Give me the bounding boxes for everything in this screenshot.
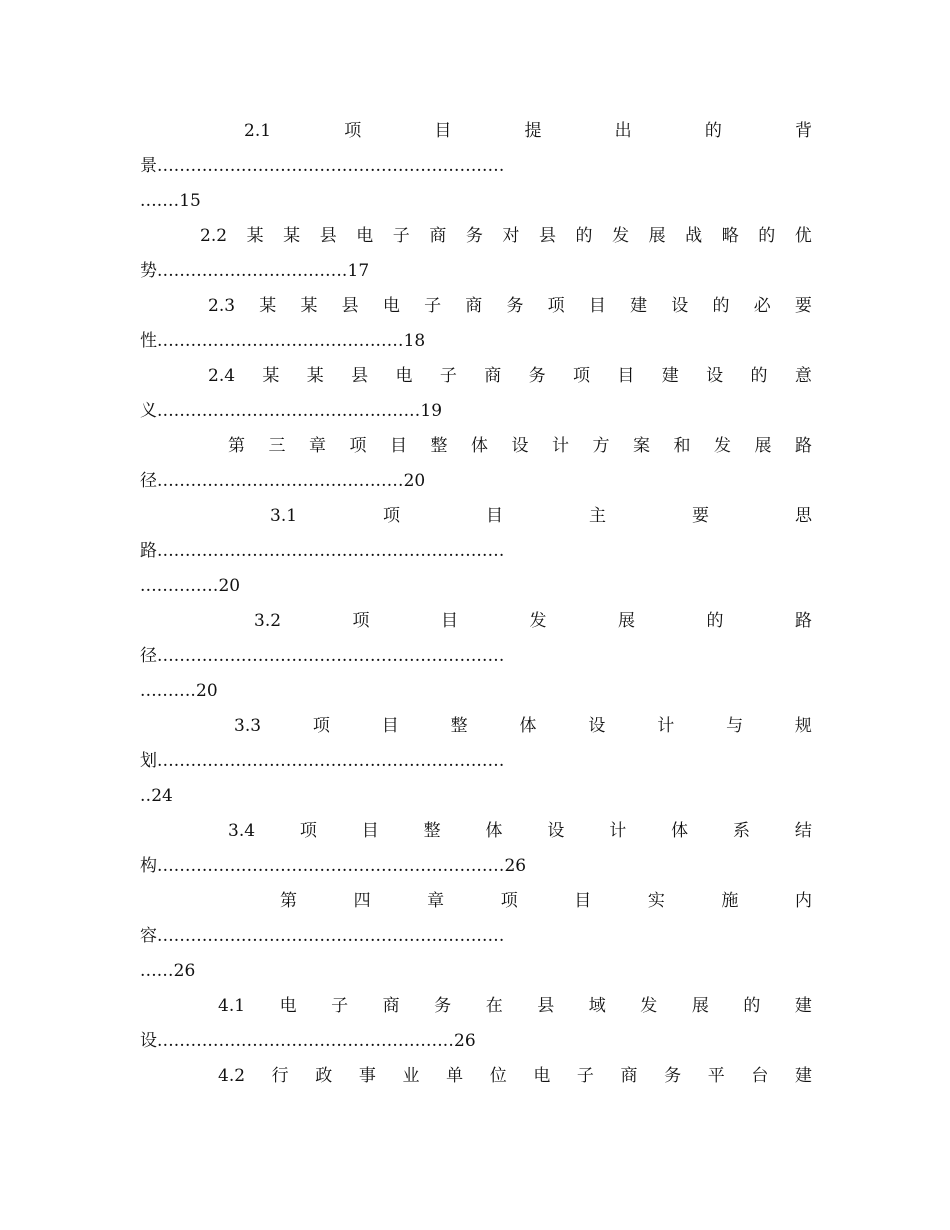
toc-token: 位 (489, 1066, 507, 1086)
toc-token: 章 (427, 891, 445, 911)
toc-page-number: 18 (403, 331, 426, 351)
toc-token: 发 (529, 611, 547, 631)
toc-entry-heading (140, 814, 812, 849)
toc-token: 目 (486, 506, 504, 526)
toc-heading-tail: 设 (140, 1031, 157, 1051)
toc-token: 3.2 (254, 611, 282, 631)
toc-token: 四 (353, 891, 371, 911)
toc-token: 的 (706, 611, 724, 631)
toc-token: 体 (519, 716, 537, 736)
toc-token: 子 (576, 1066, 594, 1086)
toc-token: 县 (341, 296, 359, 316)
toc-page-number: 26 (173, 961, 196, 981)
toc-leader-line (140, 324, 812, 359)
toc-token: 建 (794, 996, 812, 1016)
toc-page-number: 19 (420, 401, 443, 421)
toc-token: 2.2 (200, 226, 228, 246)
toc-heading-tail: 构 (140, 856, 157, 876)
toc-token: 的 (575, 226, 593, 246)
toc-token: 规 (794, 716, 812, 736)
toc-leader-dots: .............................................................. (157, 156, 505, 176)
toc-token: 展 (754, 436, 772, 456)
toc-leader-line (140, 1024, 812, 1059)
toc-leader-line (140, 744, 812, 779)
toc-token: 设 (547, 821, 565, 841)
toc-token: 务 (664, 1066, 682, 1086)
toc-entry-heading (140, 1059, 812, 1094)
toc-token: 主 (589, 506, 606, 526)
toc-entry-2-1[interactable] (140, 114, 812, 219)
toc-leader-dots: ...... (140, 961, 174, 981)
toc-entry-2-4[interactable] (140, 359, 812, 429)
toc-token: 设 (671, 296, 689, 316)
toc-leader-line (140, 464, 812, 499)
toc-token: 发 (612, 226, 630, 246)
toc-token: 项 (312, 716, 330, 736)
toc-token: 施 (721, 891, 739, 911)
toc-token: 电 (356, 226, 374, 246)
toc-leader-dots: .......... (140, 681, 197, 701)
toc-entry-heading (140, 989, 812, 1024)
toc-entry-heading (140, 709, 812, 744)
toc-token: 电 (395, 366, 413, 386)
toc-token: 方 (592, 436, 610, 456)
toc-token: 的 (743, 996, 761, 1016)
toc-token: 计 (657, 716, 675, 736)
toc-token: 路 (794, 611, 812, 631)
toc-token: 优 (794, 226, 812, 246)
toc-token: 整 (450, 716, 468, 736)
toc-entry-heading (140, 884, 812, 919)
toc-token: 略 (721, 226, 739, 246)
toc-leader-dots: ..................................................... (157, 1031, 455, 1051)
toc-entry-heading (140, 429, 812, 464)
toc-token: 背 (794, 121, 812, 141)
toc-token: 体 (671, 821, 689, 841)
toc-page-number: 20 (218, 576, 241, 596)
toc-token: 目 (361, 821, 379, 841)
toc-token: 目 (588, 296, 606, 316)
toc-entry-3-4[interactable] (140, 814, 812, 884)
toc-entry-ch3[interactable] (140, 429, 812, 499)
toc-token: 电 (382, 296, 400, 316)
toc-token: 目 (381, 716, 399, 736)
toc-leader-dots: .............................................................. (157, 751, 505, 771)
toc-leader-line (140, 639, 812, 674)
toc-token: 体 (485, 821, 503, 841)
toc-token: 战 (685, 226, 703, 246)
toc-token: 要 (691, 506, 709, 526)
toc-heading-tail: 路 (140, 541, 157, 561)
toc-token: 出 (614, 121, 632, 141)
toc-token: 意 (794, 366, 812, 386)
toc-entry-heading (140, 114, 812, 149)
toc-token: 商 (484, 366, 502, 386)
toc-entry-heading (140, 219, 812, 254)
toc-token: 发 (714, 436, 731, 456)
toc-token: 设 (588, 716, 606, 736)
toc-token: 建 (630, 296, 648, 316)
toc-token: 务 (465, 226, 483, 246)
toc-entry-3-3[interactable] (140, 709, 812, 814)
toc-token: 务 (434, 996, 452, 1016)
toc-token: 4.2 (218, 1066, 246, 1086)
toc-token: 体 (471, 436, 488, 456)
toc-leader-dots: .............. (140, 576, 219, 596)
toc-token: 目 (441, 611, 459, 631)
toc-token: 政 (315, 1066, 333, 1086)
toc-heading-tail: 径 (140, 471, 157, 491)
toc-leader-line (140, 534, 812, 569)
toc-leader-dots: ............................................ (157, 331, 404, 351)
toc-token: 设 (706, 366, 724, 386)
toc-token: 整 (430, 436, 448, 456)
toc-token: 域 (588, 996, 606, 1016)
toc-leader-dots: .............................................................. (157, 856, 505, 876)
toc-token: 的 (750, 366, 768, 386)
toc-token: 2.1 (244, 121, 272, 141)
table-of-contents (140, 114, 812, 1094)
toc-leader-line-continued (140, 954, 812, 989)
toc-leader-dots: ............................................... (157, 401, 421, 421)
toc-token: 设 (511, 436, 529, 456)
toc-leader-line-continued (140, 184, 812, 219)
toc-heading-tail: 性 (140, 331, 157, 351)
toc-token: 项 (299, 821, 317, 841)
toc-token: 项 (344, 121, 362, 141)
toc-leader-dots: ....... (140, 191, 180, 211)
toc-leader-line (140, 394, 812, 429)
toc-leader-line-continued (140, 779, 812, 814)
toc-page-number: 20 (196, 681, 218, 701)
toc-token: 目 (617, 366, 635, 386)
toc-token: 三 (268, 436, 286, 456)
toc-page-number: 26 (454, 1031, 476, 1051)
toc-entry-heading (140, 499, 812, 534)
toc-leader-line (140, 149, 812, 184)
toc-heading-tail: 径 (140, 646, 157, 666)
toc-token: 项 (573, 366, 591, 386)
toc-token: 系 (733, 821, 751, 841)
toc-token: 项 (383, 506, 401, 526)
toc-token: 商 (429, 226, 447, 246)
toc-token: 建 (661, 366, 679, 386)
toc-token: 台 (751, 1066, 769, 1086)
toc-page-number: 17 (347, 261, 370, 281)
toc-entry-3-1[interactable] (140, 499, 812, 604)
toc-token: 业 (402, 1066, 420, 1086)
toc-leader-line-continued (140, 674, 812, 709)
toc-page-number: 24 (151, 786, 173, 806)
toc-token: 务 (528, 366, 546, 386)
toc-heading-tail: 划 (140, 751, 157, 771)
toc-token: 务 (506, 296, 524, 316)
toc-token: 与 (726, 716, 744, 736)
toc-token: 电 (533, 1066, 551, 1086)
toc-leader-line (140, 254, 812, 289)
toc-token: 第 (280, 891, 297, 911)
toc-token: 事 (358, 1066, 376, 1086)
toc-token: 某 (300, 296, 318, 316)
toc-token: 展 (617, 611, 635, 631)
toc-token: 建 (794, 1066, 812, 1086)
toc-entry-heading (140, 359, 812, 394)
toc-token: 平 (707, 1066, 725, 1086)
toc-leader-dots: ............................................ (157, 471, 404, 491)
toc-token: 3.3 (234, 716, 262, 736)
toc-token: 2.3 (208, 296, 236, 316)
toc-token: 的 (712, 296, 730, 316)
toc-token: 实 (647, 891, 665, 911)
toc-token: 发 (640, 996, 658, 1016)
toc-token: 商 (620, 1066, 638, 1086)
toc-entry-heading (140, 289, 812, 324)
toc-token: 在 (485, 996, 503, 1016)
toc-token: 计 (552, 436, 569, 456)
toc-leader-dots: .............................................................. (157, 926, 505, 946)
toc-token: 案 (633, 436, 650, 456)
toc-token: 目 (434, 121, 452, 141)
toc-token: 县 (351, 366, 369, 386)
toc-token: 的 (704, 121, 722, 141)
toc-token: 县 (319, 226, 337, 246)
toc-token: 思 (794, 506, 812, 526)
toc-page-number: 26 (504, 856, 527, 876)
toc-leader-dots: .................................. (157, 261, 348, 281)
toc-entry-3-2[interactable] (140, 604, 812, 709)
toc-token: 对 (502, 226, 520, 246)
toc-heading-tail: 景 (140, 156, 157, 176)
toc-token: 章 (309, 436, 326, 456)
toc-token: 项 (349, 436, 367, 456)
toc-entry-heading (140, 604, 812, 639)
toc-token: 商 (382, 996, 400, 1016)
toc-token: 县 (537, 996, 555, 1016)
toc-token: 4.1 (218, 996, 246, 1016)
toc-token: 要 (794, 296, 812, 316)
toc-heading-tail: 势 (140, 261, 157, 281)
toc-token: 计 (609, 821, 627, 841)
toc-entry-ch4[interactable] (140, 884, 812, 989)
toc-token: 某 (262, 366, 280, 386)
toc-heading-tail: 容 (140, 926, 157, 946)
toc-entry-4-1[interactable] (140, 989, 812, 1059)
toc-leader-dots: .. (140, 786, 152, 806)
toc-token: 和 (673, 436, 691, 456)
toc-token: 目 (390, 436, 407, 456)
toc-leader-dots: .............................................................. (157, 541, 505, 561)
toc-token: 第 (228, 436, 245, 456)
toc-token: 必 (753, 296, 771, 316)
toc-token: 提 (524, 121, 542, 141)
toc-leader-line (140, 849, 812, 884)
toc-token: 结 (794, 821, 812, 841)
toc-token: 子 (424, 296, 442, 316)
toc-token: 行 (271, 1066, 289, 1086)
toc-entry-2-3[interactable] (140, 289, 812, 359)
toc-token: 项 (352, 611, 370, 631)
toc-page-number: 20 (403, 471, 426, 491)
toc-token: 某 (259, 296, 277, 316)
toc-leader-line (140, 919, 812, 954)
toc-token: 3.4 (228, 821, 256, 841)
toc-token: 子 (392, 226, 410, 246)
toc-token: 内 (794, 891, 812, 911)
toc-token: 3.1 (270, 506, 298, 526)
toc-token: 的 (758, 226, 776, 246)
toc-token: 展 (691, 996, 709, 1016)
toc-token: 项 (547, 296, 565, 316)
toc-token: 路 (795, 436, 812, 456)
toc-token: 某 (283, 226, 301, 246)
toc-token: 县 (538, 226, 556, 246)
toc-token: 整 (423, 821, 441, 841)
toc-entry-2-2[interactable] (140, 219, 812, 289)
toc-token: 某 (306, 366, 324, 386)
toc-token: 子 (331, 996, 349, 1016)
toc-token: 子 (439, 366, 457, 386)
toc-token: 展 (648, 226, 666, 246)
toc-token: 项 (500, 891, 518, 911)
toc-entry-4-2[interactable] (140, 1059, 812, 1094)
toc-token: 2.4 (208, 366, 236, 386)
toc-token: 单 (446, 1066, 464, 1086)
toc-leader-line-continued (140, 569, 812, 604)
toc-leader-dots: .............................................................. (157, 646, 505, 666)
toc-token: 电 (279, 996, 297, 1016)
toc-token: 目 (574, 891, 592, 911)
toc-page-number: 15 (179, 191, 201, 211)
toc-heading-tail: 义 (140, 401, 157, 421)
toc-token: 商 (465, 296, 483, 316)
toc-token: 某 (246, 226, 264, 246)
